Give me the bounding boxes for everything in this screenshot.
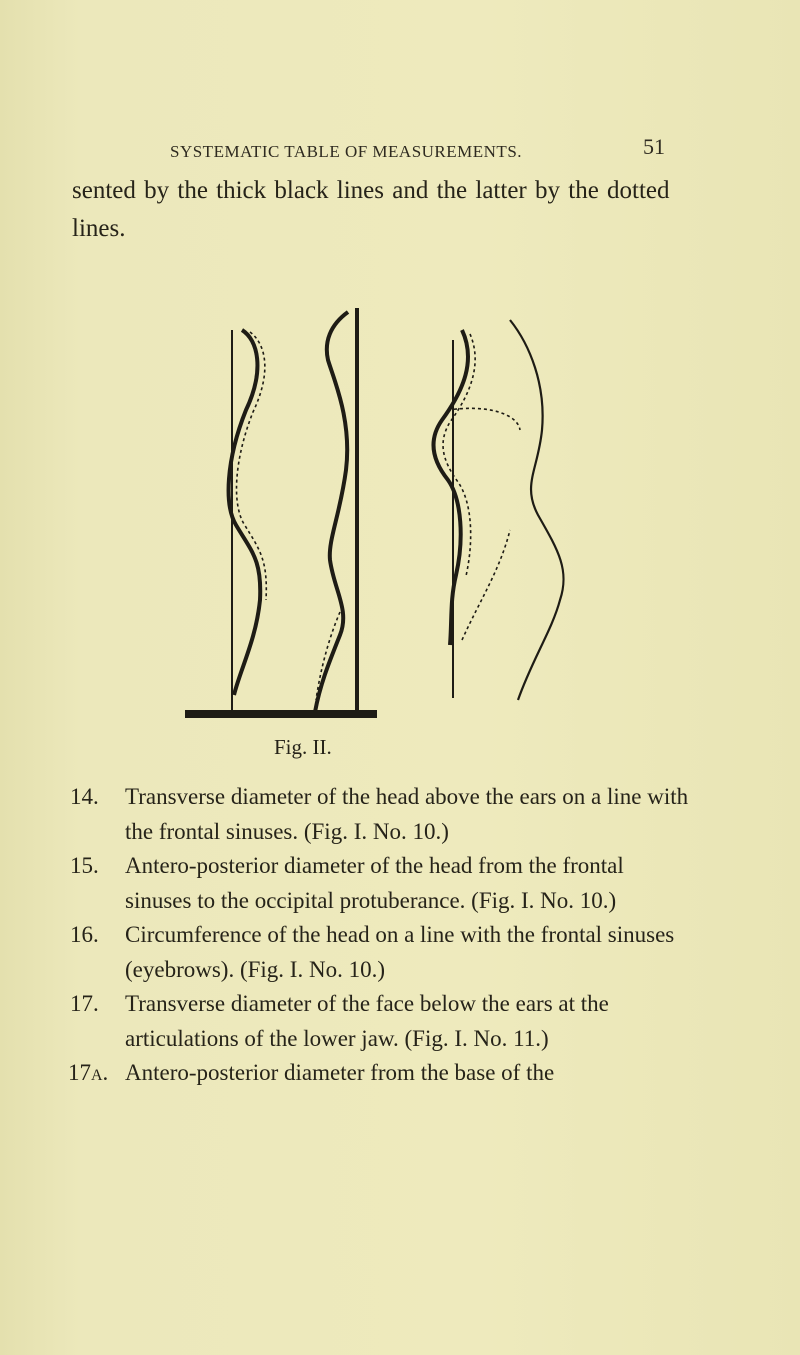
item-text: Antero-posterior diameter from the base of the: [125, 1060, 555, 1085]
item-text: Transverse diameter of the face below the ears at the articulations of the lower jaw. (Fig. I. No. 11.): [125, 991, 609, 1051]
item-text: Antero-posterior diameter of the head from the frontal sinuses to the occipital protuberance. (Fig. I. No. 10.): [125, 853, 624, 913]
intro-paragraph: sented by the thick black lines and the latter by the dotted lines.: [72, 177, 670, 242]
item-number: 16.: [70, 922, 99, 947]
item-number: 17.: [70, 991, 99, 1016]
thick-outline-left: [229, 330, 261, 695]
list-item: [70, 987, 690, 1056]
item-number: 17a.: [68, 1060, 109, 1085]
page-number: 51: [643, 134, 665, 159]
item-text: Transverse diameter of the head above the ears on a line with the frontal sinuses. (Fig. I. No. 10.): [125, 784, 689, 844]
list-item: [70, 780, 690, 849]
dotted-outline-left: [237, 332, 267, 600]
skull-profile-outline-diagram: [180, 300, 600, 730]
thick-outline-right: [315, 312, 348, 712]
outline-far-right: [510, 320, 564, 700]
list-item: [70, 1056, 690, 1091]
list-item: [70, 849, 690, 918]
running-head: SYSTEMATIC TABLE OF MEASUREMENTS.: [170, 142, 523, 161]
thick-outline-right-figure: [433, 330, 468, 645]
figure-skull-outlines: [180, 300, 600, 730]
item-text: Circumference of the head on a line with the frontal sinuses (eyebrows). (Fig. I. No. 10.): [125, 922, 675, 982]
item-number: 15.: [70, 853, 99, 878]
item-number: 14.: [70, 784, 99, 809]
measurement-list: [70, 780, 690, 1091]
list-item: [70, 918, 690, 987]
figure-caption: Fig. II.: [274, 735, 332, 759]
